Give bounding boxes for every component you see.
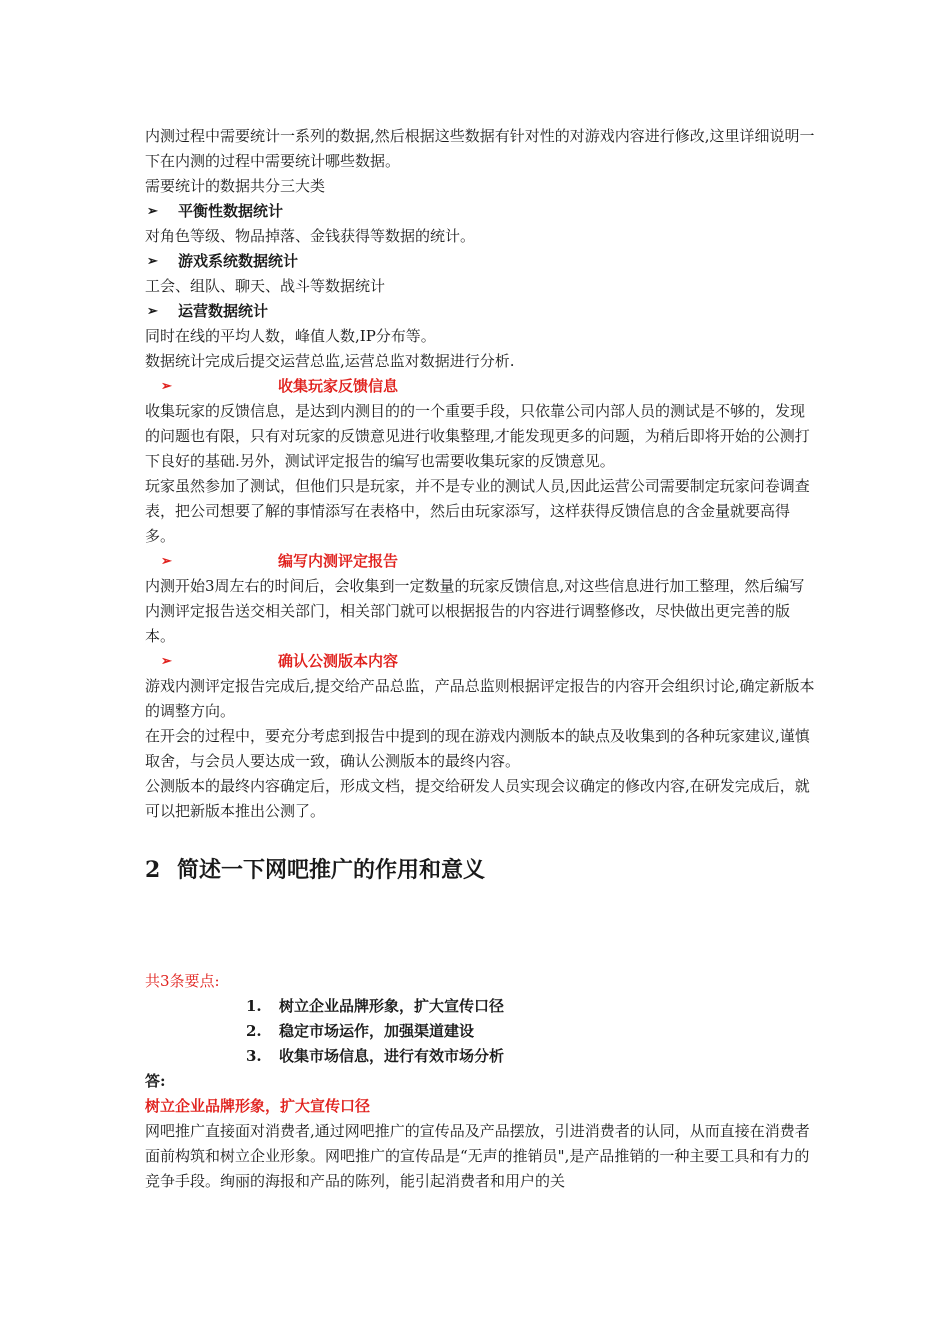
category-heading: ➢ 运营数据统计 — [145, 299, 815, 324]
category-description: 对角色等级、物品掉落、金钱获得等数据的统计。 — [145, 227, 476, 245]
answer-paragraph: 网吧推广直接面对消费者,通过网吧推广的宣传品及产品摆放，引进消费者的认同，从而直接在消费者面前构筑和树立企业形象。网吧推广的宣传品是“无声的推销员",是产品推销的一种主要工具和有力的竞争手段。绚丽的海报和产品的陈列，能引起消费者和用户的关 — [145, 1122, 810, 1190]
intro-paragraph: 内测过程中需要统计一系列的数据,然后根据这些数据有针对性的对游戏内容进行修改,这里详细说明一下在内测的过程中需要统计哪些数据。 — [145, 127, 815, 170]
answer-subheading: 树立企业品牌形象，扩大宣传口径 — [145, 1097, 371, 1115]
section-paragraph: 公测版本的最终内容确定后，形成文档，提交给研发人员实现会议确定的修改内容,在研发完成后，就可以把新版本推出公测了。 — [145, 777, 810, 820]
arrow-bullet-icon: ➢ — [147, 254, 158, 269]
section-heading: ➢ 确认公测版本内容 — [145, 649, 815, 674]
chapter-title: 简述一下网吧推广的作用和意义 — [177, 857, 486, 883]
chapter-heading — [145, 855, 815, 885]
section-paragraph: 玩家虽然参加了测试，但他们只是玩家，并不是专业的测试人员,因此运营公司需要制定玩家问卷调查表，把公司想要了解的事情添写在表格中，然后由玩家添写，这样获得反馈信息的含金量就要高得多。 — [145, 477, 810, 545]
section-paragraph: 内测开始3周左右的时间后，会收集到一定数量的玩家反馈信息,对这些信息进行加工整理，然后编写内测评定报告送交相关部门，相关部门就可以根据报告的内容进行调整修改，尽快做出更完善的版本。 — [145, 577, 805, 645]
list-item: 2. 稳定市场运作，加强渠道建设 — [246, 1022, 475, 1040]
arrow-bullet-icon: ➢ — [161, 554, 172, 569]
points-intro: 共3条要点: — [145, 972, 220, 990]
category-description: 工会、组队、聊天、战斗等数据统计 — [145, 277, 386, 295]
intro-summary: 需要统计的数据共分三大类 — [145, 177, 326, 195]
section-paragraph: 游戏内测评定报告完成后,提交给产品总监，产品总监则根据评定报告的内容开会组织讨论,确定新版本的调整方向。 — [145, 677, 815, 720]
category-description: 同时在线的平均人数，峰值人数,IP分布等。 — [145, 327, 436, 345]
arrow-bullet-icon: ➢ — [161, 379, 172, 394]
category-heading: ➢ 游戏系统数据统计 — [145, 249, 815, 274]
section-paragraph: 在开会的过程中，要充分考虑到报告中提到的现在游戏内测版本的缺点及收集到的各种玩家建议,谨慎取舍，与会员人要达成一致，确认公测版本的最终内容。 — [145, 727, 810, 770]
arrow-bullet-icon: ➢ — [147, 304, 158, 319]
section-paragraph: 收集玩家的反馈信息，是达到内测目的的一个重要手段，只依靠公司内部人员的测试是不够的，发现的问题也有限，只有对玩家的反馈意见进行收集整理,才能发现更多的问题，为稍后即将开始的公测打下良好的基础.另外，测试评定报告的编写也需要收集玩家的反馈意见。 — [145, 402, 810, 470]
document-page — [145, 124, 815, 1194]
category-heading: ➢ 平衡性数据统计 — [145, 199, 815, 224]
summary-paragraph: 数据统计完成后提交运营总监,运营总监对数据进行分析. — [145, 352, 515, 370]
list-item: 1. 树立企业品牌形象，扩大宣传口径 — [246, 997, 505, 1015]
chapter-number: 2 — [145, 857, 161, 883]
list-item: 3. 收集市场信息，进行有效市场分析 — [246, 1047, 505, 1065]
section-heading: ➢ 收集玩家反馈信息 — [145, 374, 815, 399]
arrow-bullet-icon: ➢ — [147, 204, 158, 219]
answer-label: 答: — [145, 1072, 166, 1090]
section-heading: ➢ 编写内测评定报告 — [145, 549, 815, 574]
arrow-bullet-icon: ➢ — [161, 654, 172, 669]
